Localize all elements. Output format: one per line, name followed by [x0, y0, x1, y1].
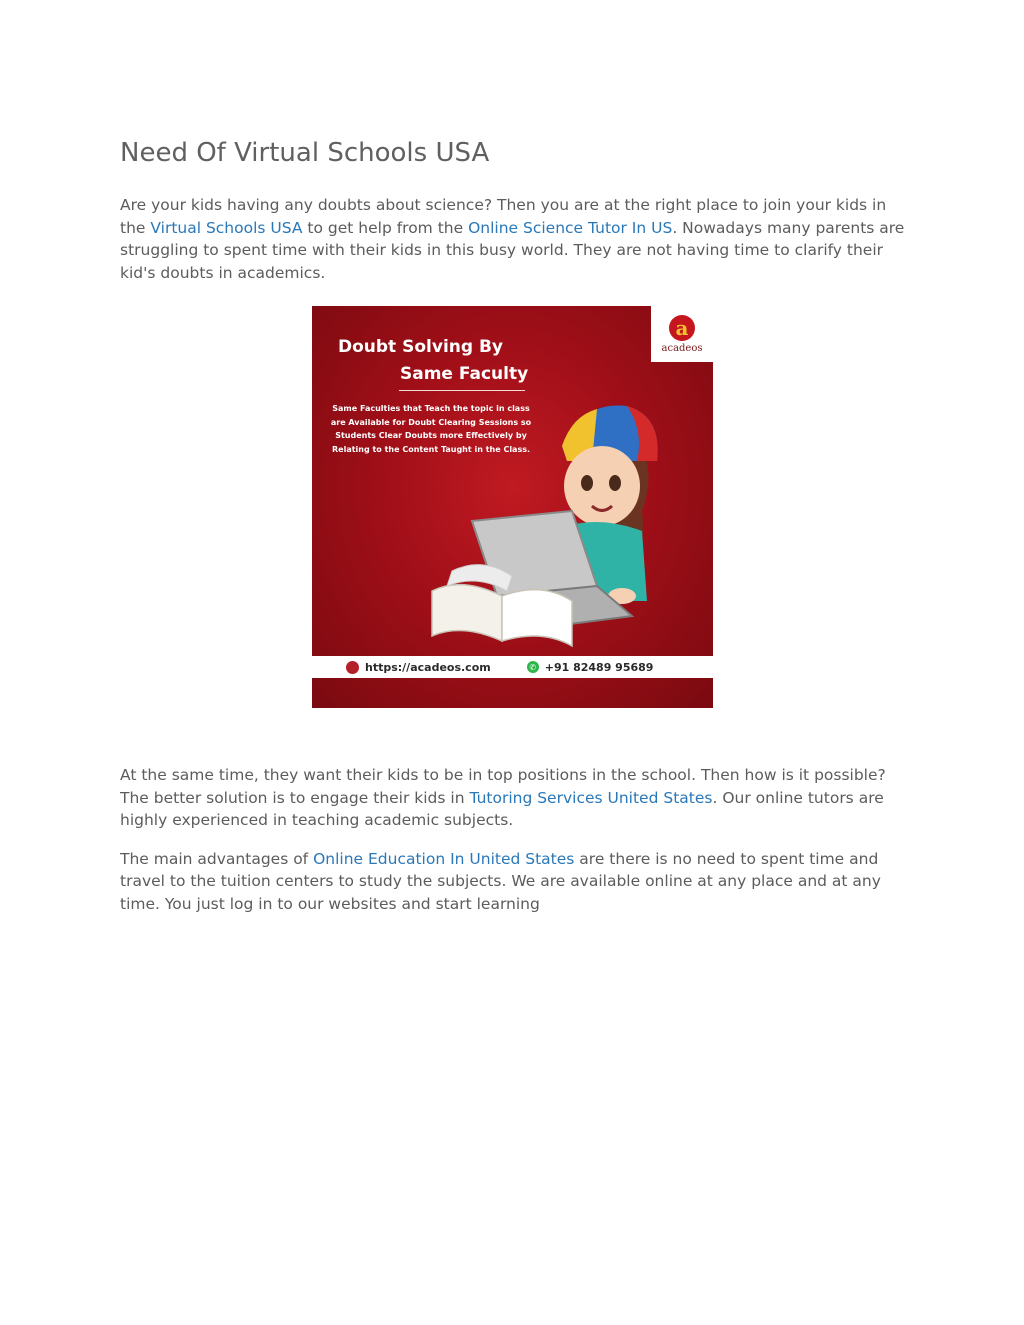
promo-title [338, 334, 538, 388]
globe-icon [346, 661, 359, 674]
intro-text-2: to get help from the [302, 218, 469, 237]
logo-text: acadeos [661, 342, 703, 354]
link-online-education[interactable]: Online Education In United States [313, 849, 575, 868]
promo-phone [527, 661, 654, 674]
promo-image [312, 306, 713, 708]
advantages-text-1: The main advantages of [120, 849, 314, 868]
link-tutoring-services[interactable]: Tutoring Services United States [469, 788, 713, 807]
book-left-page [432, 585, 502, 641]
article [120, 136, 910, 915]
whatsapp-icon: ✆ [527, 661, 539, 673]
promo-description: Same Faculties that Teach the topic in class are Available for Doubt Clearing Sessions so Students Clear Doubts more Effectively by Relating to the Content Taught in the Class. [330, 404, 532, 454]
intro-text-3: . Nowadays many parents are struggling to spent time with their kids in this busy world. They are not having time to clarify their kid's doubts in academics. [120, 218, 905, 282]
face-shape [564, 446, 640, 526]
promo-phone-text: +91 82489 95689 [544, 660, 654, 674]
right-eye [609, 475, 621, 491]
promo-title-line-1: Doubt Solving By [338, 337, 503, 357]
logo-mark-icon: a [669, 315, 695, 341]
tutoring-text-1: At the same time, they want their kids to be in top positions in the school. Then how is it possible? The better solution is to engage their kids in [120, 766, 886, 807]
figure-container [120, 306, 910, 708]
left-eye [581, 475, 593, 491]
girl-laptop-illustration [422, 391, 682, 651]
promo-website [346, 661, 491, 674]
book-right-page [502, 590, 572, 646]
promo-title-line-2: Same Faculty [400, 364, 529, 384]
tutoring-text-2: . Our online tutors are highly experienced in teaching academic subjects. [120, 788, 884, 829]
page-title: Need Of Virtual Schools USA [120, 138, 490, 168]
promo-website-text: https://acadeos.com [365, 660, 491, 674]
promo-footer [312, 656, 713, 678]
paragraph-intro [120, 194, 910, 284]
link-virtual-schools-usa[interactable]: Virtual Schools USA [150, 218, 303, 237]
paragraph-advantages [120, 848, 910, 916]
link-online-science-tutor[interactable]: Online Science Tutor In US [468, 218, 673, 237]
paragraph-tutoring [120, 764, 910, 832]
acadeos-logo [651, 306, 713, 362]
advantages-text-2: are there is no need to spent time and travel to the tuition centers to study the subjects. We are available online at any place and at any time. You just log in to our websites and start learning [120, 849, 881, 913]
intro-text-1: Are your kids having any doubts about science? Then you are at the right place to join your kids in the [120, 196, 887, 237]
